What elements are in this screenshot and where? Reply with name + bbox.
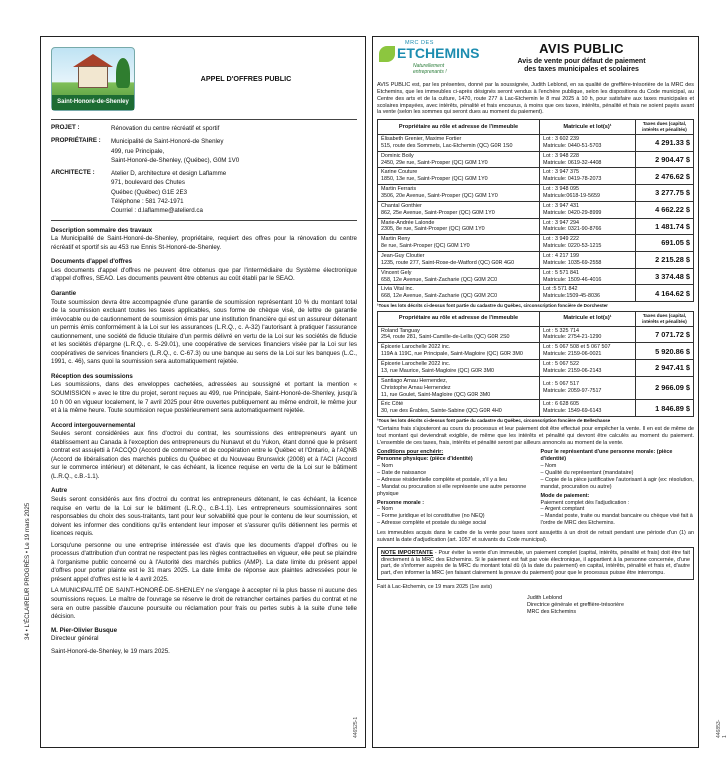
owner-cell: Dominic Boily 2450, 29e rue, Saint-Prosper (QC) G0M 1Y0 (378, 151, 540, 168)
owner-cell: Élisabeth Grenier, Maxime Fortier 515, route des Sommets, Lac-Etchemin (QC) G0R 1S0 (378, 134, 540, 151)
col-owner: Propriétaire au rôle et adresse de l'immeuble (378, 120, 540, 135)
section-title: Description sommaire des travaux (51, 226, 153, 234)
section-text: Seules seront considérées aux fins d'octroi du contrat, les soumissions des entrepreneurs ayant un établissement au Canada à l'exception des entrepreneurs du Nunavut et du Yukon, étant donné que le présent contrat est assujetti à l'ACCQO (Accord de commerce et de coopération entre le Québec et l'Ontario, à l'AQNB (Accord de libéralisation des marchés publics du Québec et du Nouveau Brunswick (2008) et à l'ACI (Accord sur le commerce intérieur) et détenant, le cas échéant, la licence requise en vertu de la Loi sur le bâtiment (L.R.Q., c.B.-1.1). (51, 430, 357, 480)
amount-cell: 2 966.09 $ (636, 376, 694, 400)
section-title: Garantie (51, 289, 77, 297)
table-row (378, 151, 694, 168)
table-row (378, 400, 694, 417)
table-row (378, 235, 694, 252)
avis-title: AVIS PUBLIC (539, 41, 624, 56)
important-note: NOTE IMPORTANTE - Pour éviter la vente d'un immeuble, un paiement complet (capital, intérêts, pénalité et frais) doit être fait directement à la MRC des Etchemins. Si le paiement est fait par voie électronique, il appartient à la personne concernée, d'une part, de s'informer auprès de la MRC du montant total dû (à la date du paiement) en capital, intérêts, pénalité et frais et, d'autre part, d'en informer la MRC (en faisant clairement la preuve du paiement) pour que le processus puisse être interrompu. (377, 547, 694, 580)
avis-subtitle: des taxes municipales et scolaires (524, 65, 639, 73)
mrc-logo: MRC DES ETCHEMINS Naturellement entreprenants ! (377, 40, 469, 80)
signature-block: Judith Leblond Directrice générale et greffière-trésorière MRC des Etchemins (527, 594, 624, 615)
avis-public-ad: MRC DES ETCHEMINS Naturellement entreprenants ! AVIS PUBLIC Avis de vente pour défaut de paiement des taxes municipales et scolaires AVIS PUBLIC est, par les présentes, donné par la soussignée, Judith Leblond, en sa qualité de greffière-trésorière de la MRC des Etchemins, que les immeubles ci-après désignés seront vendus à l'enchère publique, selon les dispositions du Code municipal, au Centre des arts et de la culture, 1470, route 277 à Lac-Etchemin le 8 mai 2025 à 10 h, pour satisfaire aux taxes municipales et scolaires impayées, avec intérêts, pénalité et frais encourus, à moins que ces taxes, intérêts, pénalité et frais ne soient payés avant la vente (selon les sommes qui seront dues au moment du paiement). Propriétaire au rôle et adresse de l'immeuble Matricule et lot(s)¹ Taxes dues (capital, intérêts et pénalités) Élisabeth Grenier, Maxime Fortier 515, route des Sommets, Lac-Etchemin (QC) G0R 1S0 Lot : 3 602 239 Matricule: 0440-51-5703 4 291.33 $ Dominic Boily 2450, 29e rue, Saint-Prosper (QC) G0M 1Y0 Lot : 3 948 228 Matricule: 0619-32-4408 2 904.47 $ Karine Couture 1850, 13e rue, Saint-Prosper (QC) G0M 1Y0 Lot : 3 947 375 Matricule: 0419-78-2073 2 476.62 $ Martin Ferraris 3506, 20e Avenue, Saint-Prosper (QC) G0M 1Y0 Lot : 3 948 095 Matricule:0618-19-5659 3 277.75 $ Chantal Gonthier 862, 25e Avenue, Saint-Prosper (QC) G0M 1Y0 Lot : 3 947 431 Matricule: 0420-29-8999 4 662.22 $ Marie-Andrée Lalonde 2305, 8e rue, Saint-Prosper (QC) G0M 1Y0 Lot : 3 947 294 Matricule: 0321-90-8766 1 481.74 $ Martin Reny 8e rue, Saint-Prosper (QC) G0M 1Y0 Lot : 3 949 222 Matricule: 0220-53-1215 691.05 $ Jean-Guy Cloutier 1235, route 277, Saint-Rose-de-Watford (QC) G0R 4G0 Lot : 4 217 199 Matricule: 1035-69-2558 2 215.28 $ Vincent Gely 658, 12e Avenue, Saint-Zacharie (QC) G0M 2C0 Lot : 5 571 841 Matricule: 1509-46-4016 3 374.48 $ Livia Vital inc. 668, 12e Avenue, Saint-Zacharie (QC) G0M 2C0 Lot :5 571 842 Matricule:1509-45-8036 4 164.62 $ ¹Tous les lots décrits ci-dessus font partie du cadastre du Québec, circonscription foncière de Dorchester Propriétaire au rôle et adresse de l'immeuble Matricule et lot(s)¹ Taxes dues (capital, intérêts et pénalités) Roland Tanguay 254, route 281, Saint-Camille-de-Lellis (QC) G0R 2S0 Lot : 5 325 714 Matricule: 2754-21-1290 7 071.72 $ Épicerie Larochelle 2022 inc. 119A à 119C, rue Principale, Saint-Magloire (QC) G0R 3M0 Lot : 5 067 508 et 5 067 507 Matricule: 2159-06-0021 5 920.86 $ Épicerie Larochelle 2022 inc. 13, rue Maurice, Saint-Magloire (QC) G0R 3M0 Lot : 5 067 522 Matricule: 2159-06-2143 2 947.41 $ Santiago Arnau Hernendez, Christophe Arnau Hernendez 11, rue Goulet, Saint-Magloire (QC) G0R 3M0 Lot : 5 067 517 Matricule: 2059-97-7517 2 966.09 $ Éric Côté 30, rue des Érables, Sainte-Sabine (QC) G0R 4H0 Lot : 6 628 605 Matricule: 1549-69-6143 1 846.89 $ ¹Tous les lots décrits ci-dessus font partie du cadastre du Québec, circonscription foncière de Bellechasse *Certains frais s'ajouteront au cours du processus et leur paiement doit être effectué pour empêcher la vente. Il en est de même de tout montant qui deviendrait exigible, de même que les intérêts et pénalité qui devront être calculés au moment du paiement. L'ensemble de ces taxes, frais, intérêts et pénalité seront par ailleurs annoncés au moment de la vente. Conditions pour enchérir: Personne physique: (pièce d'identité) – Nom – Date de naissance – Adresse résidentielle complète et postale, s'il y a lieu – Mandat ou procuration si elle représente une autre personne physique Personne morale : – Nom – Forme juridique et loi constitutive (no NEQ) – Adresse complète et postale du siège social Pour le représentant d'une personne morale: (pièce d'identité) – Nom – Qualité du représentant (mandataire) – Copie de la pièce justificative l'autorisant à agir (ex: résolution, mandat, procuration ou autre) Mode de paiement: Paiement complet dès l'adjudication : – Argent comptant – Mandat poste, traite ou mandat bancaire ou chèque visé fait à l'ordre de MRC des Etchemins. Les immeubles acquis dans le cadre de la vente pour taxes sont assujettis à un droit de retrait pendant une période d'un (1) an suivant la date d'adjudication (art. 1057 et suivants du Code municipal). NOTE IMPORTANTE - Pour éviter la vente d'un immeuble, un paiement complet (capital, intérêts, pénalité et frais) doit être fait directement à la MRC des Etchemins. Si le paiement est fait par voie électronique, il appartient à la personne concernée, d'une part, de s'informer auprès de la MRC du montant total dû (à la date du paiement) en capital, intérêts, pénalité et frais et, d'autre part, d'en informer la MRC (en faisant clairement la preuve du paiement) pour que le processus puisse être interrompu. Fait à Lac-Etchemin, ce 19 mars 2025 (1re avis) Judith Leblond Directrice générale et greffière-trésorière MRC des Etchemins (372, 36, 699, 748)
amount-cell: 3 374.48 $ (636, 268, 694, 285)
cadastre-note: ¹Tous les lots décrits ci-dessus font partie du cadastre du Québec, circonscription foncière de Dorchester (377, 303, 608, 309)
amount-cell: 1 481.74 $ (636, 218, 694, 235)
owner-cell: Jean-Guy Cloutier 1235, route 277, Saint-Rose-de-Watford (QC) G0R 4G0 (378, 251, 540, 268)
table-row (378, 218, 694, 235)
amount-cell: 2 215.28 $ (636, 251, 694, 268)
section-title: Autre (51, 487, 68, 495)
table-row (378, 201, 694, 218)
table-row (378, 268, 694, 285)
section-text: La Municipalité de Saint-Honoré-de-Shenley, propriétaire, requiert des offres pour la rénovation du centre récréatif et sportif sis au 453 rue Ennis St-Honoré-de-Shenley. (51, 235, 357, 251)
section-text: LA MUNICIPALITÉ DE SAINT-HONORÉ-DE-SHENLEY ne s'engage à accepter ni la plus basse ni aucune des soumissions reçues. Le maître de l'ouvrage se réserve le droit de retrancher certaines parties du contrat et ne sera en outre passible d'aucune poursuite ou réclamation pour frais ou pertes subis à la suite d'une telle décision. (51, 587, 357, 621)
col-matricule: Matricule et lot(s)¹ (540, 120, 636, 135)
owner-cell: Martin Ferraris 3506, 20e Avenue, Saint-Prosper (QC) G0M 1Y0 (378, 185, 540, 202)
matricule-cell: Lot :5 571 842 Matricule:1509-45-8036 (540, 285, 636, 302)
table-row (378, 376, 694, 400)
matricule-cell: Lot : 3 948 095 Matricule:0618-19-5659 (540, 185, 636, 202)
owner-cell: Chantal Gonthier 862, 25e Avenue, Saint-Prosper (QC) G0M 1Y0 (378, 201, 540, 218)
matricule-cell: Lot : 5 325 714 Matricule: 2754-21-1290 (540, 326, 636, 343)
amount-cell: 4 291.33 $ (636, 134, 694, 151)
page-footer-vertical: 34 • L'ÉCLAIREUR PROGRÈS • Le 19 mars 2025 (24, 502, 31, 640)
properties-table-bellechasse (377, 311, 694, 417)
proprietaire-row: PROPRIÉTAIRE : Municipalité de Saint-Honoré-de Shenley 499, rue Principale, Saint-Honoré-de-Shenley, (Québec), G0M 1V0 (51, 137, 240, 164)
pm-list: – Nom – Forme juridique et loi constitutive (no NEQ) – Adresse complète et postale du siège social (377, 506, 531, 527)
owner-cell: Roland Tanguay 254, route 281, Saint-Camille-de-Lellis (QC) G0R 2S0 (378, 326, 540, 343)
table-row (378, 185, 694, 202)
matricule-cell: Lot : 3 947 294 Matricule: 0321-90-8766 (540, 218, 636, 235)
section-title: Documents d'appel d'offres (51, 258, 132, 266)
owner-cell: Éric Côté 30, rue des Érables, Sainte-Sabine (QC) G0R 4H0 (378, 400, 540, 417)
table-row (378, 285, 694, 302)
architect-email-link[interactable]: Courriel : d.laflamme@atelierd.ca (111, 207, 203, 215)
owner-cell: Karine Couture 1850, 13e rue, Saint-Prosper (QC) G0M 1Y0 (378, 168, 540, 185)
table-row (378, 134, 694, 151)
projet-row: PROJET : Rénovation du centre récréatif et sportif (51, 124, 220, 132)
section-text: Les soumissions, dans des enveloppes cachetées, adressées au soussigné et portant la mention « SOUMISSION » avec le titre du projet, seront reçues au 499, rue Principale, Saint-Honoré-de-Shenley, jusqu'à 10 h 00 en vigueur localement, le 7 avril 2025 pour être ouvertes publiquement au même endroit, le même jour et à la même heure. Toute soumission reçue postérieurement sera automatiquement rejetée. (51, 381, 357, 415)
matricule-cell: Lot : 3 947 375 Matricule: 0419-78-2073 (540, 168, 636, 185)
owner-cell: Épicerie Larochelle 2022 inc. 13, rue Maurice, Saint-Magloire (QC) G0R 3M0 (378, 360, 540, 377)
owner-cell: Livia Vital inc. 668, 12e Avenue, Saint-Zacharie (QC) G0M 2C0 (378, 285, 540, 302)
fees-paragraph: *Certains frais s'ajouteront au cours du processus et leur paiement doit être effectué pour empêcher la vente. Il en est de même de tout montant qui deviendrait exigible, de même que les intérêts et pénalité qui devront être calculés au moment du paiement. L'ensemble de ces taxes, frais, intérêts et pénalité seront par ailleurs annoncés au moment de la vente. (377, 425, 694, 446)
pay-list: – Argent comptant – Mandat poste, traite ou mandat bancaire ou chèque visé fait à l'ordre de MRC des Etchemins. (541, 506, 695, 527)
amount-cell: 4 164.62 $ (636, 285, 694, 302)
done-at: Fait à Lac-Etchemin, ce 19 mars 2025 (1re avis) (377, 584, 493, 591)
section-title: Réception des soumissions (51, 372, 133, 380)
amount-cell: 2 476.62 $ (636, 168, 694, 185)
section-text: Seuls seront considérés aux fins d'octroi du contrat les entrepreneurs détenant, le cas échéant, la licence requise en vertu de la Loi sur le bâtiment (L.R.Q., c.B-1.1). Les entrepreneurs soumissionnaires sont responsables du choix des sous-traitants, tant pour leur solvabilité que pour le contenu de leur soumission, et doivent les informer des conditions qu'ils entendent leur imposer et s'assurer qu'ils détiennent les permis et licences requis. (51, 495, 357, 538)
table-row (378, 326, 694, 343)
amount-cell: 1 846.89 $ (636, 400, 694, 417)
ad-code-left: 446525-1 (353, 716, 359, 738)
amount-cell: 5 920.86 $ (636, 343, 694, 360)
matricule-cell: Lot : 3 602 239 Matricule: 0440-51-5703 (540, 134, 636, 151)
owner-cell: Marie-Andrée Lalonde 2305, 8e rue, Saint-Prosper (QC) G0M 1Y0 (378, 218, 540, 235)
amount-cell: 691.05 $ (636, 235, 694, 252)
matricule-cell: Lot : 5 067 522 Matricule: 2159-06-2143 (540, 360, 636, 377)
page-title: APPEL D'OFFRES PUBLIC (200, 74, 292, 84)
leaf-icon (379, 46, 395, 62)
owner-cell: Martin Reny 8e rue, Saint-Prosper (QC) G0M 1Y0 (378, 235, 540, 252)
rep-list: – Nom – Qualité du représentant (mandataire) – Copie de la pièce justificative l'autorisant à agir (ex: résolution, mandat, procuration ou autre) (541, 463, 695, 490)
municipality-logo (51, 47, 135, 111)
matricule-cell: Lot : 3 947 431 Matricule: 0420-29-8999 (540, 201, 636, 218)
matricule-cell: Lot : 3 949 222 Matricule: 0220-53-1215 (540, 235, 636, 252)
table-row (378, 343, 694, 360)
matricule-cell: Lot : 4 217 199 Matricule: 1035-69-2558 (540, 251, 636, 268)
col-matricule: Matricule et lot(s)¹ (540, 311, 636, 326)
owner-cell: Santiago Arnau Hernendez, Christophe Arnau Hernendez 11, rue Goulet, Saint-Magloire (QC) G0R 3M0 (378, 376, 540, 400)
table-row (378, 360, 694, 377)
properties-table-dorchester (377, 119, 694, 302)
owner-cell: Vincent Gely 658, 12e Avenue, Saint-Zacharie (QC) G0M 2C0 (378, 268, 540, 285)
section-text: Toute soumission devra être accompagnée d'une garantie de soumission représentant 10 % du montant total de la soumission excluant toutes les taxes applicables, sous forme de chèque visé, de lettre de garantie irrévocable ou de cautionnement de soumission émis par une institution financière qui est un assureur détenant un permis émis conformément à la Loi sur les assurances (L.R.Q., c. A-32) l'autorisant à pratiquer l'assurance cautionnement, une société de fiducie titulaire d'un permis délivré en vertu de la Loi sur les sociétés de fiducie et les sociétés d'épargne (L.R.Q., c. S-29.01), une coopérative de services financiers visée par la Loi sur les coopératives de services financiers (L.R.Q., c. C-67.3) ou une banque au sens de la Loi sur les banques (L.C., 1991, c. 46), sans quoi la soumission sera automatiquement rejetée. (51, 298, 357, 366)
sign-place: Saint-Honoré-de-Shenley, le 19 mars 2025. (51, 647, 170, 655)
section-text: Les documents d'appel d'offres ne peuvent être obtenus que par l'intermédiaire du Système électronique d'appel d'offres, SEAO. Les documents peuvent être obtenus au coût établi par le SEAO. (51, 266, 357, 283)
section-text: Lorsqu'une personne ou une entreprise intéressée est d'avis que les documents d'appel d'offres ou le processus d'attribution d'un contrat ne respectent pas les règles contractuelles en vigueur, elle peut se plaindre à l'organisme public concerné ou à l'Autorité des marchés publics (AMP). La date limite du présent appel d'offres pour porter plainte est le 31 mars 2025. La date limite de réponse aux plaintes adressées pour le présent appel d'offres est le le 4 avril 2025. (51, 541, 357, 583)
ad-code-right: 446853-1 (716, 719, 728, 738)
conditions-title: Conditions pour enchérir: (377, 449, 444, 456)
table-row (378, 251, 694, 268)
matricule-cell: Lot : 3 948 228 Matricule: 0619-32-4408 (540, 151, 636, 168)
retrait-paragraph: Les immeubles acquis dans le cadre de la vente pour taxes sont assujettis à un droit de retrait pendant une période d'un (1) an suivant la date d'adjudication (art. 1057 et suivants du Code municipal). (377, 529, 694, 543)
amount-cell: 2 947.41 $ (636, 360, 694, 377)
amount-cell: 7 071.72 $ (636, 326, 694, 343)
col-owner: Propriétaire au rôle et adresse de l'immeuble (378, 311, 540, 326)
amount-cell: 3 277.75 $ (636, 185, 694, 202)
signer-role: Directeur général (51, 635, 99, 643)
amount-cell: 4 662.22 $ (636, 201, 694, 218)
col-amount: Taxes dues (capital, intérêts et pénalités) (636, 120, 694, 135)
table-row (378, 168, 694, 185)
signer-name: M. Pier-Olivier Busque (51, 626, 118, 634)
cadastre-note: ¹Tous les lots décrits ci-dessus font partie du cadastre du Québec, circonscription foncière de Bellechasse (377, 418, 611, 424)
section-title: Accord intergouvernemental (51, 421, 136, 429)
avis-subtitle: Avis de vente pour défaut de paiement (517, 57, 646, 65)
matricule-cell: Lot : 5 067 517 Matricule: 2059-97-7517 (540, 376, 636, 400)
architecte-row: ARCHITECTE : Atelier D, architecture et design Laflamme 971, boulevard des Chutes Québec (Québec) G1E 2E3 Téléphone : 581 742-1971 Courriel : d.laflamme@atelierd.ca (51, 169, 227, 215)
appel-offres-ad (40, 36, 366, 748)
logo-label: Saint-Honoré-de-Shenley (52, 95, 134, 110)
col-amount: Taxes dues (capital, intérêts et pénalités) (636, 311, 694, 326)
intro-paragraph: AVIS PUBLIC est, par les présentes, donné par la soussignée, Judith Leblond, en sa qualité de greffière-trésorière de la MRC des Etchemins, que les immeubles ci-après désignés seront vendus à l'enchère publique, selon les dispositions du Code municipal, au Centre des arts et de la culture, 1470, route 277 à Lac-Etchemin le 8 mai 2025 à 10 h, pour satisfaire aux taxes municipales et scolaires impayées, avec intérêts, pénalité et frais encourus, à moins que ces taxes, intérêts, pénalité et frais ne soient payés avant la vente (selon les sommes qui seront dues au moment du paiement). (377, 82, 694, 116)
amount-cell: 2 904.47 $ (636, 151, 694, 168)
pp-list: – Nom – Date de naissance – Adresse résidentielle complète et postale, s'il y a lieu – Mandat ou procuration si elle représente une autre personne physique (377, 463, 531, 497)
matricule-cell: Lot : 5 571 841 Matricule: 1509-46-4016 (540, 268, 636, 285)
owner-cell: Épicerie Larochelle 2022 inc. 119A à 119C, rue Principale, Saint-Magloire (QC) G0R 3M0 (378, 343, 540, 360)
matricule-cell: Lot : 5 067 508 et 5 067 507 Matricule: 2159-06-0021 (540, 343, 636, 360)
matricule-cell: Lot : 6 628 605 Matricule: 1549-69-6143 (540, 400, 636, 417)
